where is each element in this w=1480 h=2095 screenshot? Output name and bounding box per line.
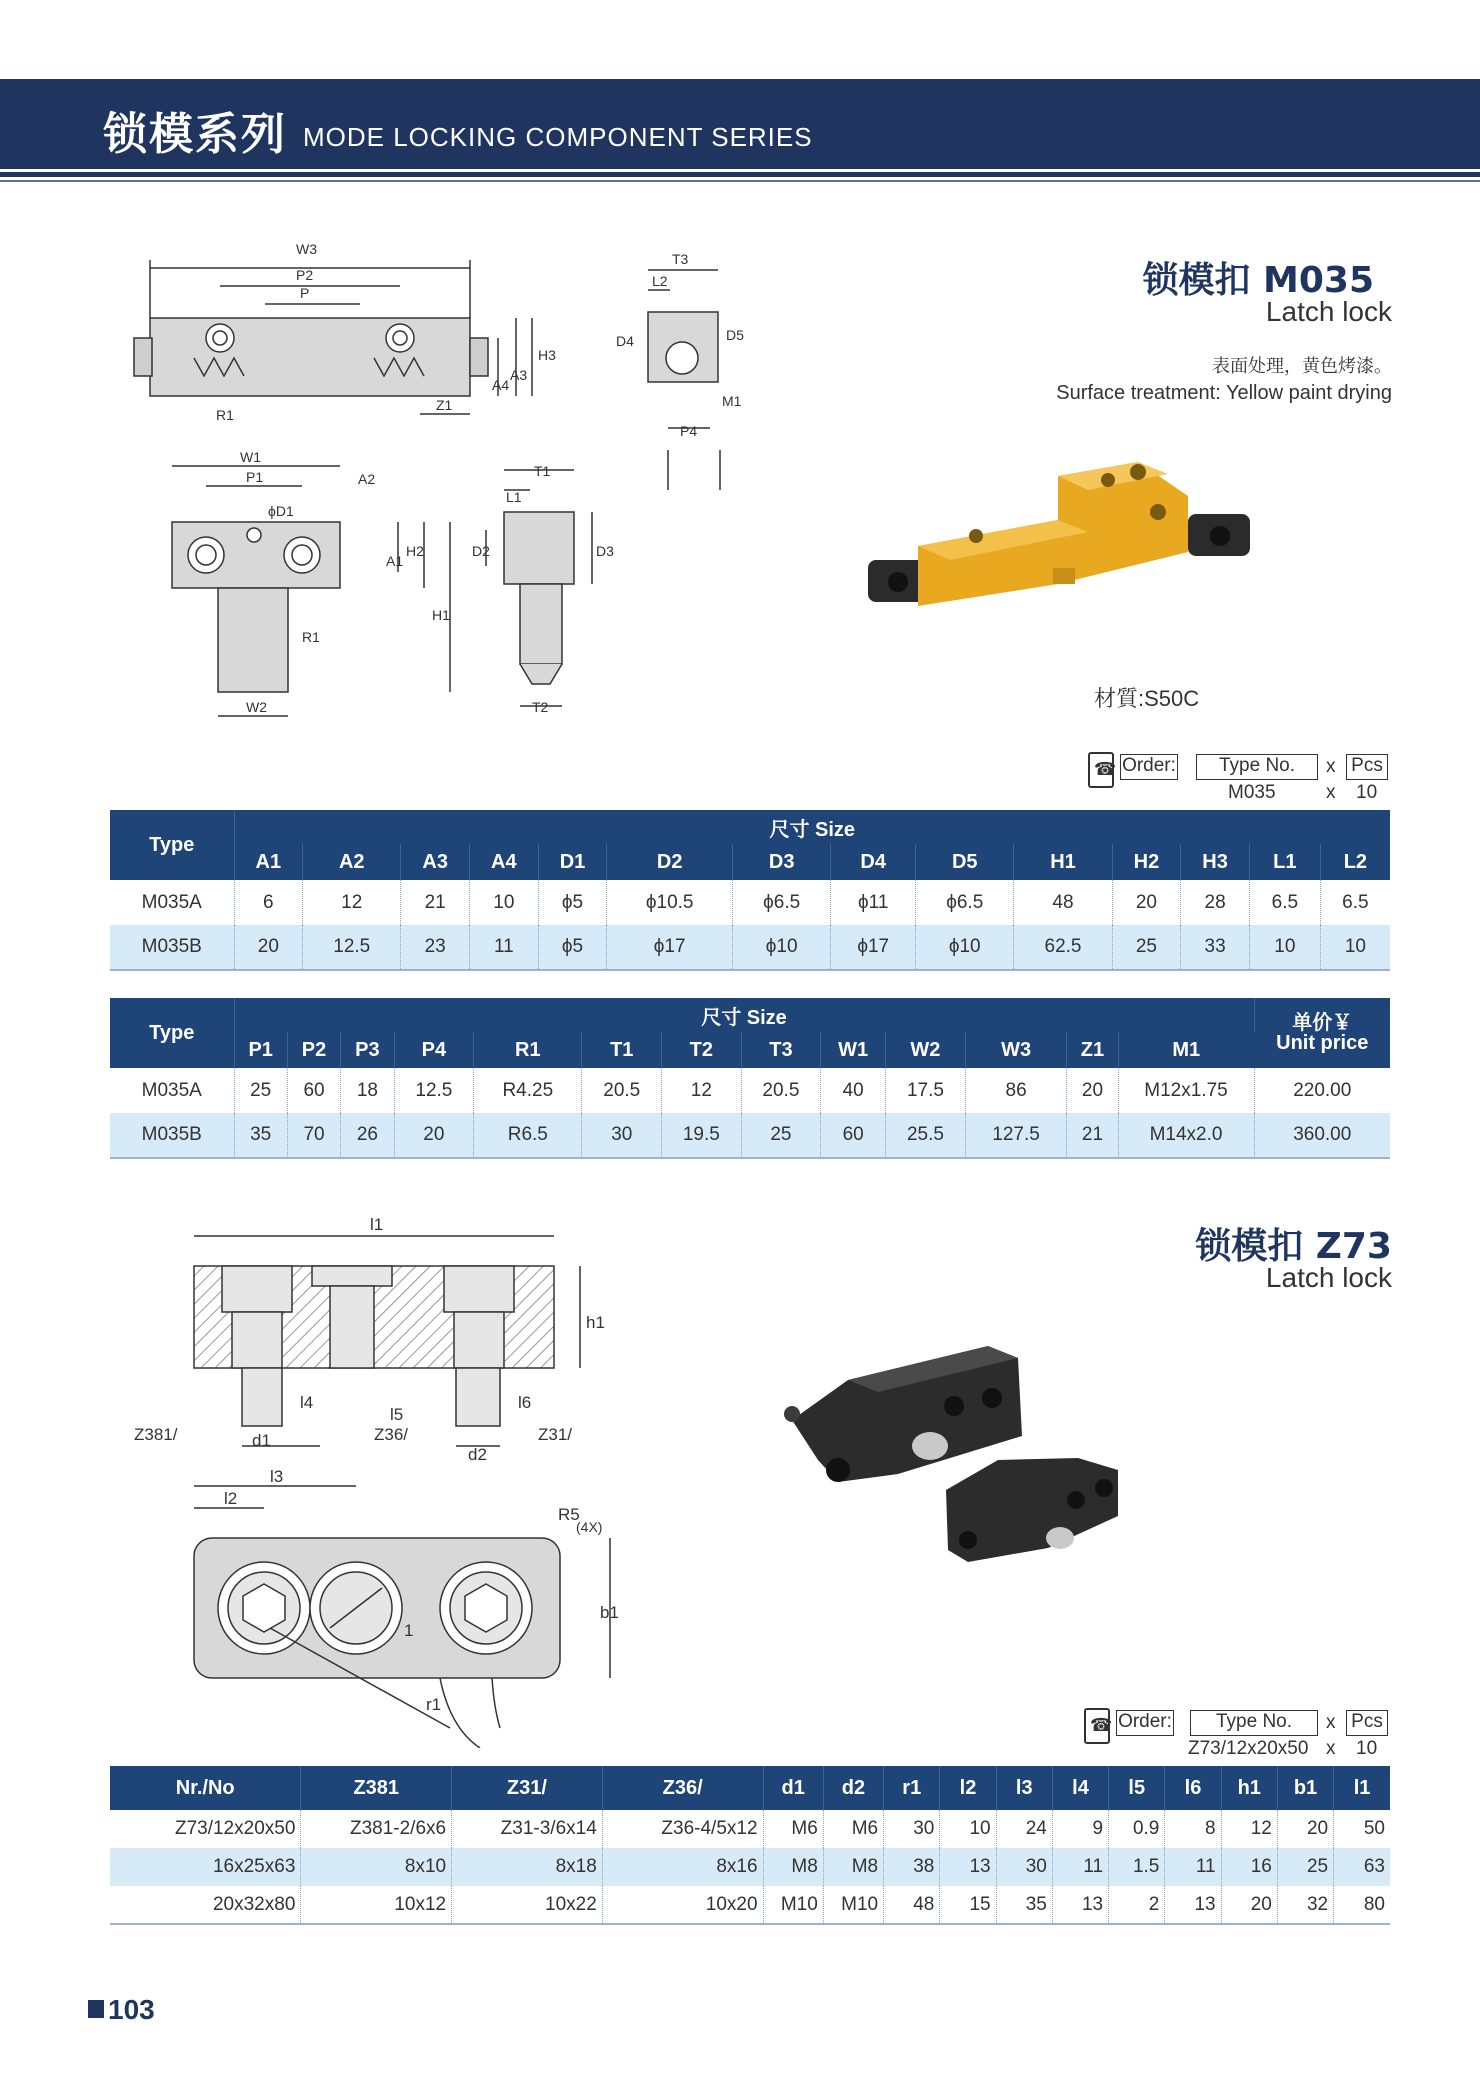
col-header: l1 — [1334, 1766, 1390, 1810]
col-header: D3 — [733, 844, 831, 880]
dim-label: A4 — [492, 377, 510, 393]
table-cell: 25 — [1277, 1848, 1333, 1886]
table-cell: 12.5 — [394, 1068, 474, 1113]
table-cell: 2 — [1109, 1886, 1165, 1924]
table-cell: 8x16 — [602, 1848, 763, 1886]
dim-label: l1 — [370, 1215, 384, 1234]
table-cell: M8 — [823, 1848, 883, 1886]
dim-label: T3 — [672, 251, 689, 267]
table-cell: 48 — [1014, 880, 1112, 925]
dim-label: P1 — [246, 469, 264, 485]
table-cell: 20 — [1221, 1886, 1277, 1924]
dim-label: l3 — [270, 1467, 284, 1486]
table-cell: Z31-3/6x14 — [452, 1810, 603, 1848]
dim-label: l2 — [224, 1489, 238, 1508]
table-cell: 20 — [394, 1113, 474, 1158]
m035-size-table-1 — [110, 810, 1390, 971]
table-cell: 10 — [1320, 925, 1390, 970]
col-header: D5 — [916, 844, 1014, 880]
table-cell: 16x25x63 — [110, 1848, 301, 1886]
cell-type: M035A — [110, 880, 234, 925]
col-header-size: 尺寸 Size — [234, 810, 1390, 844]
dim-label: L2 — [652, 273, 668, 289]
table-row — [110, 1113, 1390, 1158]
dim-label: b1 — [600, 1603, 619, 1622]
table-cell: 24 — [996, 1810, 1052, 1848]
col-header: H3 — [1181, 844, 1250, 880]
table-cell: 86 — [965, 1068, 1067, 1113]
table-cell: 18 — [341, 1068, 394, 1113]
order-x: x — [1326, 1738, 1336, 1759]
order-label: Order: — [1120, 754, 1178, 780]
col-header: A4 — [470, 844, 539, 880]
table-cell: 26 — [341, 1113, 394, 1158]
col-header: H1 — [1014, 844, 1112, 880]
table-cell: R4.25 — [474, 1068, 582, 1113]
table-cell: 0.9 — [1109, 1810, 1165, 1848]
cell-type: M035A — [110, 1068, 234, 1113]
table-cell: 20.5 — [741, 1068, 821, 1113]
col-header-price — [1254, 998, 1390, 1068]
table-cell: Z36-4/5x12 — [602, 1810, 763, 1848]
col-header: L2 — [1320, 844, 1390, 880]
table-row — [110, 925, 1390, 970]
m035-subtitle: Latch lock — [1265, 296, 1392, 327]
table-cell: ϕ6.5 — [733, 880, 831, 925]
table-cell: 10x22 — [452, 1886, 603, 1924]
col-header: W3 — [965, 1032, 1067, 1068]
table-cell: ϕ17 — [831, 925, 916, 970]
col-header: D2 — [607, 844, 733, 880]
table-cell: 10 — [1249, 925, 1320, 970]
dim-label: P2 — [296, 267, 314, 283]
table-cell: 8x18 — [452, 1848, 603, 1886]
col-header: Z1 — [1067, 1032, 1118, 1068]
dim-label: A3 — [510, 367, 528, 383]
order-example-pcs: 10 — [1356, 1738, 1378, 1759]
dim-label: Z31/ — [538, 1425, 573, 1444]
table-cell: 35 — [996, 1886, 1052, 1924]
dim-label: H2 — [406, 543, 424, 559]
table-cell: 63 — [1334, 1848, 1390, 1886]
col-header: W2 — [886, 1032, 966, 1068]
col-header: b1 — [1277, 1766, 1333, 1810]
col-header: D4 — [831, 844, 916, 880]
header-title-en: MODE LOCKING COMPONENT SERIES — [303, 122, 813, 152]
order-example-pcs: 10 — [1356, 782, 1378, 803]
col-header: A2 — [303, 844, 401, 880]
col-header: l4 — [1052, 1766, 1108, 1810]
table-cell: 30 — [884, 1810, 940, 1848]
m035-material: 材質:S50C — [1094, 686, 1200, 711]
dim-label: Z36/ — [374, 1425, 409, 1444]
m035-treatment-en: Surface treatment: Yellow paint drying — [1056, 382, 1392, 404]
dim-label: (4X) — [576, 1519, 603, 1535]
dim-label: D2 — [472, 543, 490, 559]
table-cell: 12 — [662, 1068, 742, 1113]
col-header: M1 — [1118, 1032, 1254, 1068]
table-row — [110, 1068, 1390, 1113]
order-example-type: Z73/12x20x50 — [1188, 1738, 1309, 1759]
dim-label: W3 — [296, 241, 317, 257]
table-cell: R6.5 — [474, 1113, 582, 1158]
header-rule — [0, 172, 1480, 177]
table-cell: 50 — [1334, 1810, 1390, 1848]
table-cell: ϕ10.5 — [607, 880, 733, 925]
col-header: A3 — [401, 844, 470, 880]
table-cell: 10x12 — [301, 1886, 452, 1924]
z73-technical-drawing — [120, 1208, 640, 1748]
cell-price: 360.00 — [1254, 1113, 1390, 1158]
order-example-type: M035 — [1228, 782, 1276, 803]
dim-label: T1 — [534, 463, 551, 479]
dim-label: l6 — [518, 1393, 532, 1412]
dim-label: R1 — [216, 407, 234, 423]
table-cell: 60 — [821, 1113, 886, 1158]
col-header: Z31/ — [452, 1766, 603, 1810]
dim-label: P — [300, 285, 310, 301]
header-title-cn: 锁模系列 — [103, 109, 287, 160]
table-cell: 8 — [1165, 1810, 1221, 1848]
table-cell: M8 — [763, 1848, 823, 1886]
cell-type: M035B — [110, 1113, 234, 1158]
table-cell: 6.5 — [1249, 880, 1320, 925]
table-cell: 62.5 — [1014, 925, 1112, 970]
col-header: Z36/ — [602, 1766, 763, 1810]
col-header: d2 — [823, 1766, 883, 1810]
m035-order-box — [1088, 752, 1388, 808]
col-header: l6 — [1165, 1766, 1221, 1810]
dim-label: h1 — [586, 1313, 605, 1332]
dim-label: H3 — [538, 347, 556, 363]
dim-label: P4 — [680, 423, 698, 439]
table-cell: Z381-2/6x6 — [301, 1810, 452, 1848]
table-cell: ϕ10 — [733, 925, 831, 970]
table-cell: ϕ10 — [916, 925, 1014, 970]
price-header-en: Unit price — [1276, 1032, 1369, 1054]
table-cell: 16 — [1221, 1848, 1277, 1886]
dim-label: T2 — [532, 699, 549, 715]
table-cell: 20 — [1112, 880, 1181, 925]
table-cell: M12x1.75 — [1118, 1068, 1254, 1113]
table-cell: M6 — [763, 1810, 823, 1848]
order-x: x — [1326, 1712, 1336, 1733]
dim-label: r1 — [426, 1695, 442, 1714]
m035-title: 锁模扣 M035 — [1142, 260, 1374, 301]
table-cell: M10 — [763, 1886, 823, 1924]
table-cell: ϕ5 — [538, 880, 607, 925]
dim-label: D4 — [616, 333, 634, 349]
table-cell: 6.5 — [1320, 880, 1390, 925]
table-cell: 33 — [1181, 925, 1250, 970]
table-cell: 20.5 — [582, 1068, 662, 1113]
m035-size-table-2 — [110, 998, 1390, 1159]
order-pcs: Pcs — [1346, 1710, 1388, 1736]
table-cell: 12.5 — [303, 925, 401, 970]
table-cell: 32 — [1277, 1886, 1333, 1924]
table-cell: 10x20 — [602, 1886, 763, 1924]
order-label: Order: — [1116, 1710, 1174, 1736]
col-header: l2 — [940, 1766, 996, 1810]
table-cell: 17.5 — [886, 1068, 966, 1113]
table-cell: 20x32x80 — [110, 1886, 301, 1924]
table-cell: 127.5 — [965, 1113, 1067, 1158]
dim-label: R1 — [302, 629, 320, 645]
cell-price: 220.00 — [1254, 1068, 1390, 1113]
col-header: T1 — [582, 1032, 662, 1068]
header-rule-thin — [0, 180, 1480, 182]
table-cell: M10 — [823, 1886, 883, 1924]
table-cell: 25.5 — [886, 1113, 966, 1158]
table-cell: 80 — [1334, 1886, 1390, 1924]
table-cell: ϕ17 — [607, 925, 733, 970]
z73-product-image — [778, 1340, 1148, 1600]
table-cell: 12 — [303, 880, 401, 925]
col-header: H2 — [1112, 844, 1181, 880]
table-cell: 11 — [470, 925, 539, 970]
m035-product-image — [858, 456, 1258, 646]
table-cell: 20 — [234, 925, 303, 970]
order-x: x — [1326, 756, 1336, 777]
table-cell: 30 — [996, 1848, 1052, 1886]
dim-label: Z1 — [436, 397, 453, 413]
order-x: x — [1326, 782, 1336, 803]
table-row — [110, 880, 1390, 925]
col-header: P4 — [394, 1032, 474, 1068]
dim-label: D5 — [726, 327, 744, 343]
col-header: r1 — [884, 1766, 940, 1810]
z73-size-table — [110, 1766, 1390, 1925]
order-type-no: Type No. — [1196, 754, 1318, 780]
m035-treatment-cn: 表面处理，黄色烤漆。 — [1212, 356, 1392, 376]
order-type-no: Type No. — [1190, 1710, 1318, 1736]
col-header: P1 — [234, 1032, 287, 1068]
col-header: h1 — [1221, 1766, 1277, 1810]
z73-title: 锁模扣 Z73 — [1195, 1226, 1392, 1267]
page-number: 103 — [88, 1994, 155, 2026]
dim-label: Z381/ — [134, 1425, 178, 1444]
table-row — [110, 1810, 1390, 1848]
table-cell: 60 — [287, 1068, 340, 1113]
table-cell: 30 — [582, 1113, 662, 1158]
price-header-cn: 单价￥ — [1292, 1012, 1353, 1034]
col-header-type: Type — [110, 998, 234, 1068]
dim-label: L1 — [506, 489, 522, 505]
col-header: D1 — [538, 844, 607, 880]
dim-label: l4 — [300, 1393, 314, 1412]
table-cell: 10 — [470, 880, 539, 925]
order-pcs: Pcs — [1346, 754, 1388, 780]
col-header: d1 — [763, 1766, 823, 1810]
col-header: W1 — [821, 1032, 886, 1068]
table-cell: M6 — [823, 1810, 883, 1848]
col-header: l3 — [996, 1766, 1052, 1810]
dim-label: R5 — [558, 1505, 580, 1524]
table-cell: 25 — [234, 1068, 287, 1113]
col-header: Z381 — [301, 1766, 452, 1810]
table-cell: Z73/12x20x50 — [110, 1810, 301, 1848]
table-cell: 48 — [884, 1886, 940, 1924]
dim-label: A2 — [358, 471, 376, 487]
dim-label: H1 — [432, 607, 450, 623]
col-header: T3 — [741, 1032, 821, 1068]
table-cell: 23 — [401, 925, 470, 970]
col-header: P2 — [287, 1032, 340, 1068]
table-cell: ϕ11 — [831, 880, 916, 925]
table-cell: 40 — [821, 1068, 886, 1113]
table-cell: 13 — [1052, 1886, 1108, 1924]
phone-icon: ☎ — [1084, 1708, 1110, 1744]
table-cell: 1.5 — [1109, 1848, 1165, 1886]
table-cell: 38 — [884, 1848, 940, 1886]
dim-label: l5 — [390, 1405, 404, 1424]
table-cell: 8x10 — [301, 1848, 452, 1886]
table-row — [110, 1848, 1390, 1886]
phone-icon: ☎ — [1088, 752, 1114, 788]
table-cell: 20 — [1277, 1810, 1333, 1848]
col-header: Nr./No — [110, 1766, 301, 1810]
dim-label: W1 — [240, 449, 261, 465]
table-cell: 19.5 — [662, 1113, 742, 1158]
table-cell: 25 — [741, 1113, 821, 1158]
dim-label: W2 — [246, 699, 267, 715]
table-cell: 13 — [940, 1848, 996, 1886]
z73-subtitle: Latch lock — [1265, 1262, 1392, 1293]
m035-technical-drawing — [120, 240, 760, 740]
dim-label: d2 — [468, 1445, 487, 1464]
col-header-type: Type — [110, 810, 234, 880]
table-cell: ϕ5 — [538, 925, 607, 970]
dim-label: d1 — [252, 1431, 271, 1450]
table-cell: 21 — [401, 880, 470, 925]
table-row — [110, 1886, 1390, 1924]
cell-type: M035B — [110, 925, 234, 970]
col-header: A1 — [234, 844, 303, 880]
dim-label: M1 — [722, 393, 742, 409]
table-cell: 25 — [1112, 925, 1181, 970]
dim-label: 1 — [404, 1621, 414, 1640]
table-cell: 35 — [234, 1113, 287, 1158]
table-cell: 13 — [1165, 1886, 1221, 1924]
dim-label: ϕD1 — [268, 503, 294, 519]
table-cell: 70 — [287, 1113, 340, 1158]
dim-label: D3 — [596, 543, 614, 559]
table-cell: M14x2.0 — [1118, 1113, 1254, 1158]
table-cell: 9 — [1052, 1810, 1108, 1848]
col-header: R1 — [474, 1032, 582, 1068]
z73-order-box — [1084, 1708, 1388, 1764]
table-cell: 6 — [234, 880, 303, 925]
table-cell: 28 — [1181, 880, 1250, 925]
table-cell: 20 — [1067, 1068, 1118, 1113]
dim-label: A1 — [386, 553, 404, 569]
table-cell: ϕ6.5 — [916, 880, 1014, 925]
col-header: T2 — [662, 1032, 742, 1068]
col-header-size: 尺寸 Size — [234, 998, 1254, 1032]
table-cell: 15 — [940, 1886, 996, 1924]
table-cell: 10 — [940, 1810, 996, 1848]
col-header: l5 — [1109, 1766, 1165, 1810]
col-header: P3 — [341, 1032, 394, 1068]
table-cell: 11 — [1165, 1848, 1221, 1886]
table-cell: 11 — [1052, 1848, 1108, 1886]
table-cell: 21 — [1067, 1113, 1118, 1158]
table-cell: 12 — [1221, 1810, 1277, 1848]
col-header: L1 — [1249, 844, 1320, 880]
